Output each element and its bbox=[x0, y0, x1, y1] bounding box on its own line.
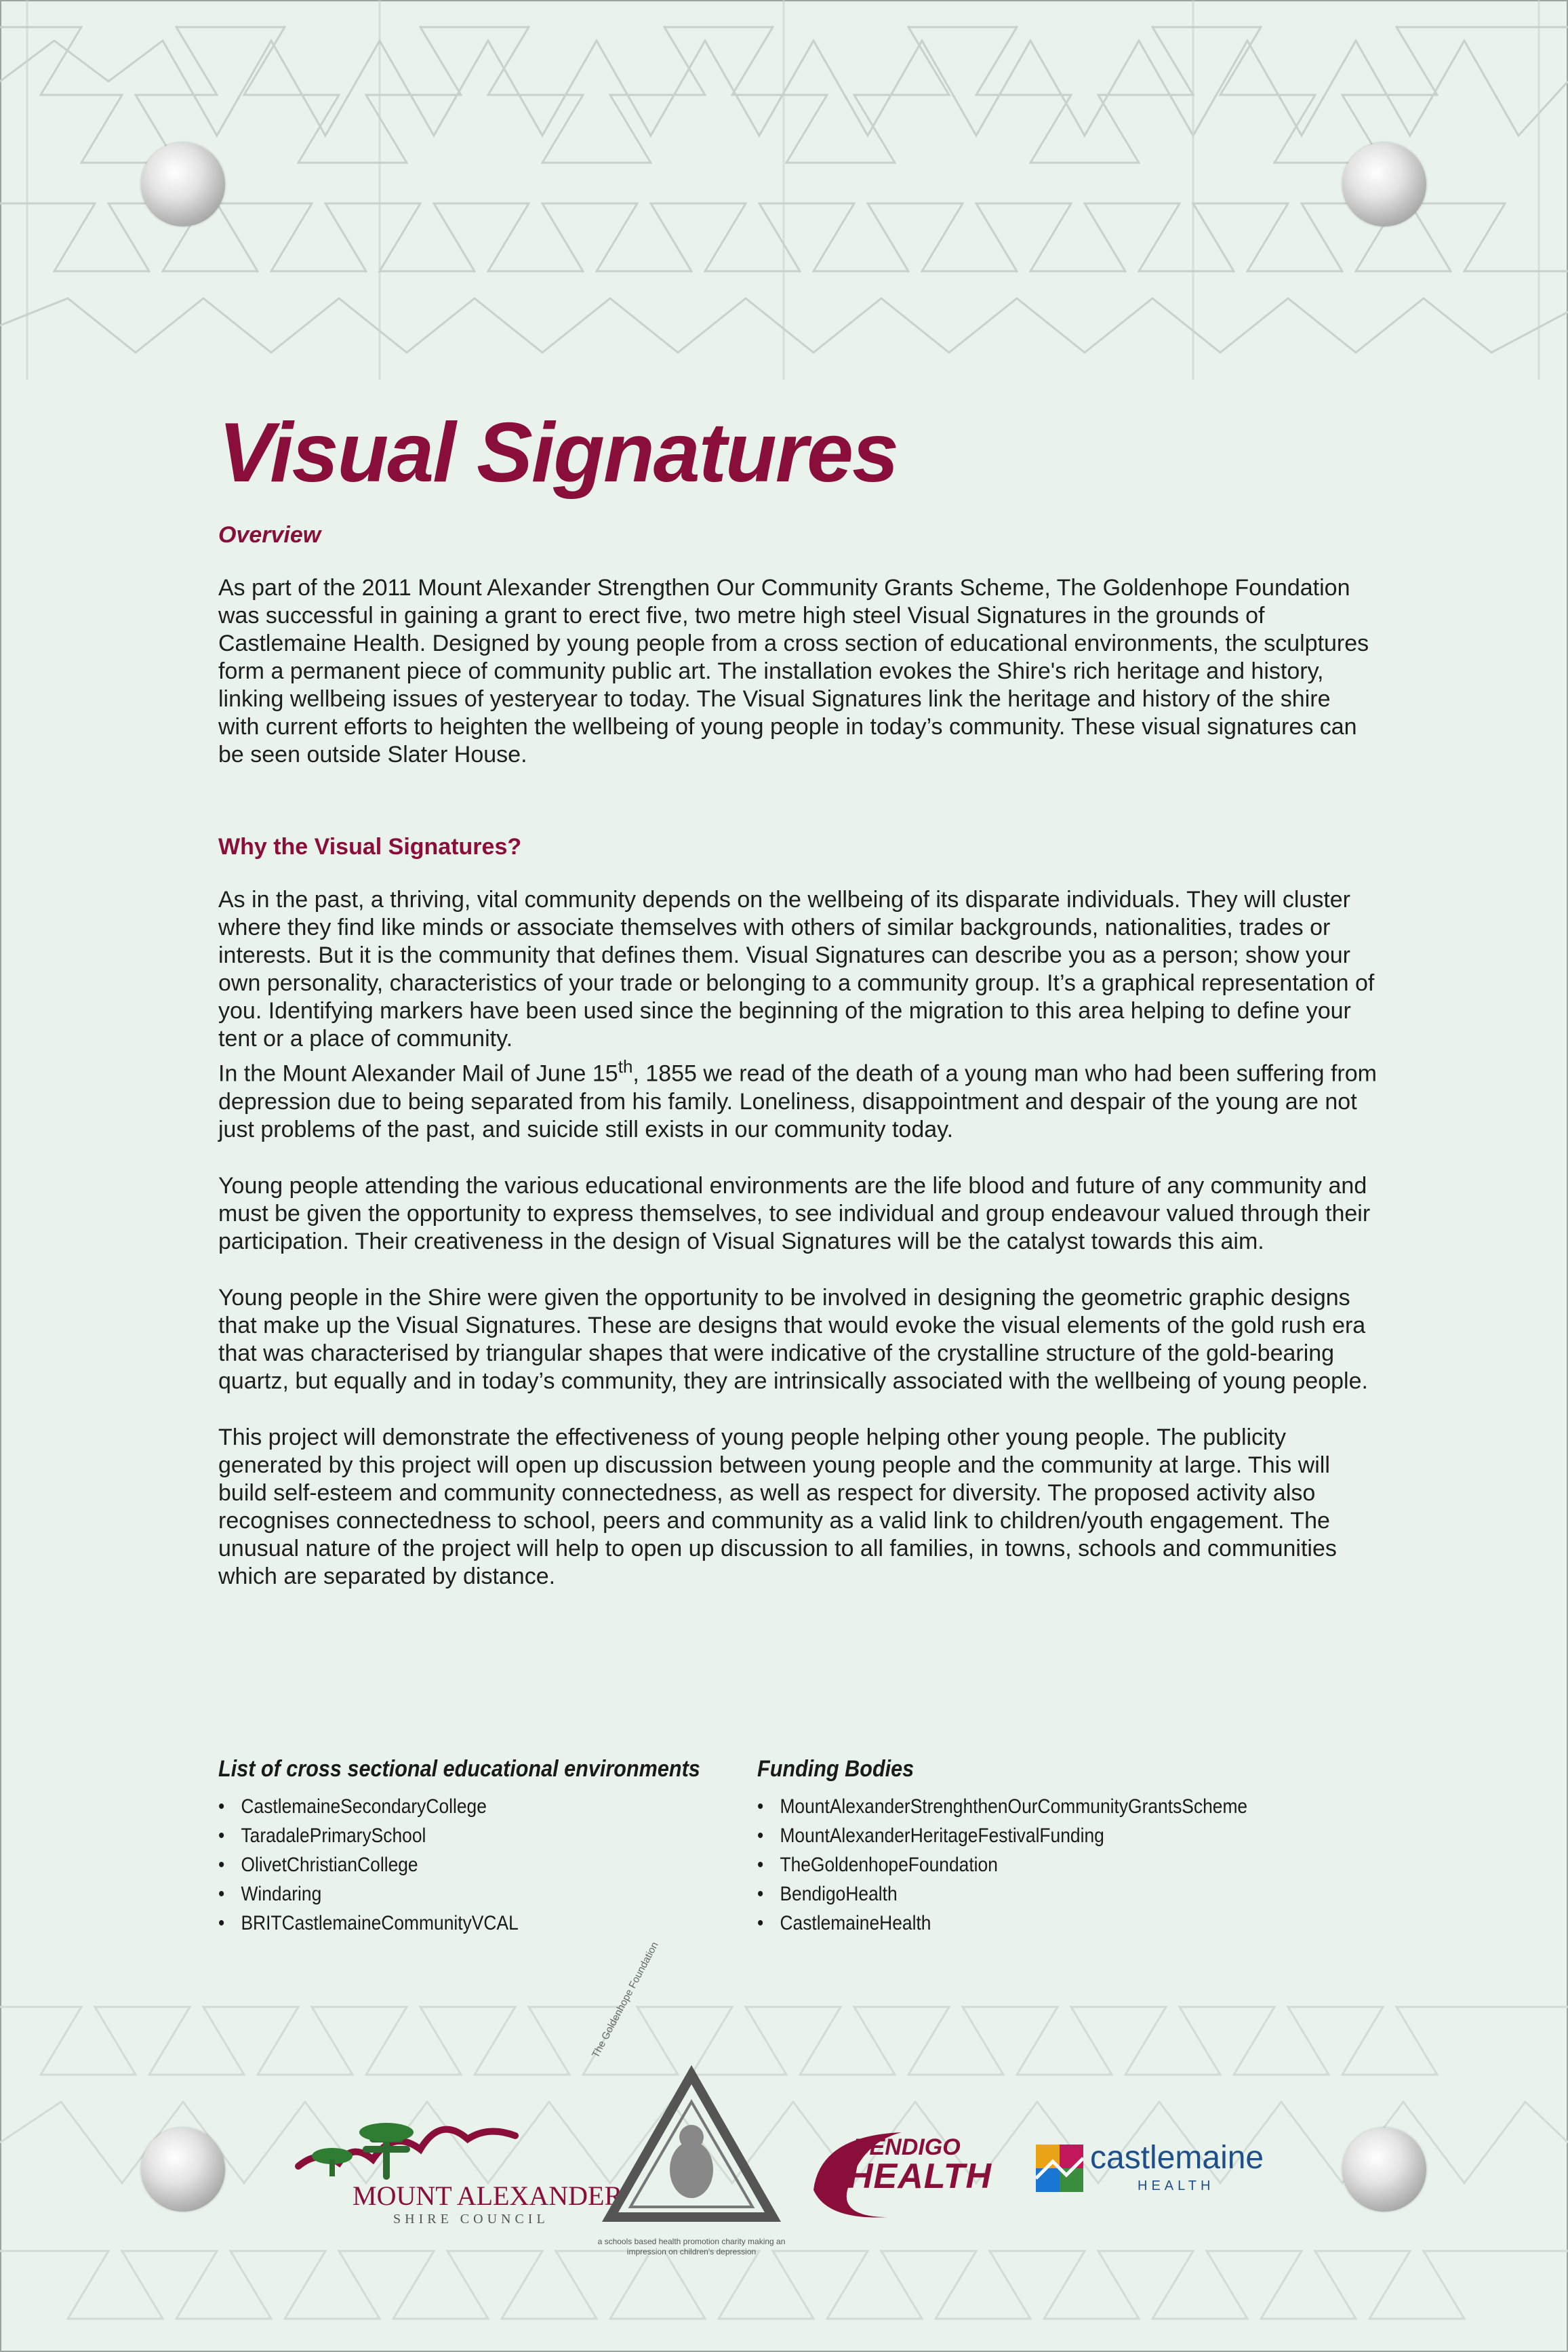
why-p2-sup: th bbox=[618, 1056, 633, 1077]
mount-alexander-tree-icon bbox=[292, 2102, 569, 2183]
why-paragraph-1: As in the past, a thriving, vital community depends on the wellbeing of its disparate individuals. They will cluster where they find like minds or associate themselves with others of similar backgrounds, nationalities, trades or interests. But it is the community that defines them. Visual Signatures can describe you as a person; show your own personality, characteristics of your trade or belonging to a community group. It’s a graphical representation of you. Identifying markers have been used since the beginning of the migration to this area helping to define your tent or a place of community. bbox=[218, 887, 1375, 1052]
overview-paragraph: As part of the 2011 Mount Alexander Strengthen Our Community Grants Scheme, The Goldenhope Foundation was successful in gaining a grant to erect five, two metre high steel Visual Signatures in the grounds of Castlemaine Health. Designed by young people from a cross section of educational environments, the sculptures form a permanent piece of community public art. The installation evokes the Shire's rich heritage and history, linking wellbeing issues of yesteryear to today. The Visual Signatures link the heritage and history of the shire with current efforts to heighten the wellbeing of young people in today’s community. These visual signatures can be seen outside Slater House. bbox=[218, 575, 1369, 768]
list-item: • CastlemaineSecondaryCollege bbox=[218, 1792, 683, 1821]
list-item: • OlivetChristianCollege bbox=[218, 1850, 683, 1879]
castlemaine-health-logo bbox=[1036, 2139, 1280, 2220]
top-geometric-pattern bbox=[0, 0, 1568, 380]
mount-alexander-subtitle: SHIRE COUNCIL bbox=[393, 2212, 549, 2227]
why-paragraph-4: Young people in the Shire were given the opportunity to be involved in designing the geometric graphic designs that make up the Visual Signatures. These are designs that would evoke the visual elements of the gold rush era that was characterised by triangular shapes that were indicative of the crystalline structure of the gold-bearing quartz, but equally and in today’s community, they are intrinsically associated with the wellbeing of young people. bbox=[218, 1284, 1368, 1394]
list-item: • BendigoHealth bbox=[757, 1879, 1354, 1909]
goldenhope-name: The Goldenhope Foundation bbox=[590, 1940, 661, 2060]
main-content bbox=[218, 407, 1378, 1619]
overview-heading: Overview bbox=[218, 522, 321, 549]
goldenhope-triangle-icon bbox=[590, 2061, 793, 2231]
why-paragraph-5: This project will demonstrate the effectiveness of young people helping other young people. The publicity generated by this project will open up discussion between young people and the community at large. This will build self-esteem and community connectedness, as well as respect for diversity. The proposed activity also recognises connectedness to school, peers and community as a valid link to children/youth engagement. The unusual nature of the project will help to open up discussion to all families, in towns, schools and communities which are separated by distance. bbox=[218, 1424, 1337, 1589]
mount-alexander-logo bbox=[292, 2102, 623, 2237]
castlemaine-mosaic-icon bbox=[1036, 2145, 1083, 2192]
list-item: • MountAlexanderStrenghthenOurCommunityGrantsScheme bbox=[757, 1792, 1354, 1821]
page-title: Visual Signatures bbox=[218, 406, 898, 500]
why-paragraph-2 bbox=[218, 1053, 1378, 1143]
mount-alexander-name: MOUNT ALEXANDER bbox=[353, 2180, 623, 2211]
list-item: • MountAlexanderHeritageFestivalFunding bbox=[757, 1821, 1354, 1850]
top-right-bolt bbox=[1342, 142, 1426, 226]
goldenhope-logo bbox=[590, 1940, 793, 2258]
why-paragraph-3: Young people attending the various educational environments are the life blood and future of any community and must be given the opportunity to express themselves, to see individual and group endeavour valued through their participation. Their creativeness in the design of Visual Signatures will be the catalyst towards this aim. bbox=[218, 1172, 1371, 1254]
environments-list bbox=[218, 1792, 747, 1938]
environments-column bbox=[218, 1756, 747, 1938]
why-p2-start: In the Mount Alexander Mail of June 15 bbox=[218, 1060, 618, 1087]
goldenhope-tagline: a schools based health promotion charity making an impression on children's depression bbox=[597, 2237, 786, 2256]
list-item: • BRITCastlemaineCommunityVCAL bbox=[218, 1909, 683, 1938]
funding-list bbox=[757, 1792, 1435, 1938]
top-left-bolt bbox=[141, 142, 225, 226]
funding-heading: Funding Bodies bbox=[757, 1756, 914, 1782]
bendigo-health-logo bbox=[800, 2122, 1003, 2224]
list-item: • Windaring bbox=[218, 1879, 683, 1909]
sponsor-logos bbox=[0, 1940, 1568, 2265]
list-item: • CastlemaineHealth bbox=[757, 1909, 1354, 1938]
castlemaine-name: castlemaine bbox=[1090, 2140, 1264, 2176]
bendigo-health-word: HEALTH bbox=[847, 2157, 992, 2196]
funding-column bbox=[757, 1756, 1435, 1938]
list-item: • TheGoldenhopeFoundation bbox=[757, 1850, 1354, 1879]
castlemaine-health-word: HEALTH bbox=[1138, 2178, 1215, 2193]
environments-heading: List of cross sectional educational environments bbox=[218, 1756, 700, 1782]
why-heading: Why the Visual Signatures? bbox=[218, 834, 522, 860]
why-p2-end: , 1855 we read of the death of a young man who had been suffering from depression due to being separated from his family. Loneliness, disappointment and despair of the young are not just problems of the past, and suicide still exists in our community today. bbox=[218, 1060, 1377, 1142]
bendigo-name: BENDIGO bbox=[853, 2134, 961, 2160]
list-item: • TaradalePrimarySchool bbox=[218, 1821, 683, 1850]
